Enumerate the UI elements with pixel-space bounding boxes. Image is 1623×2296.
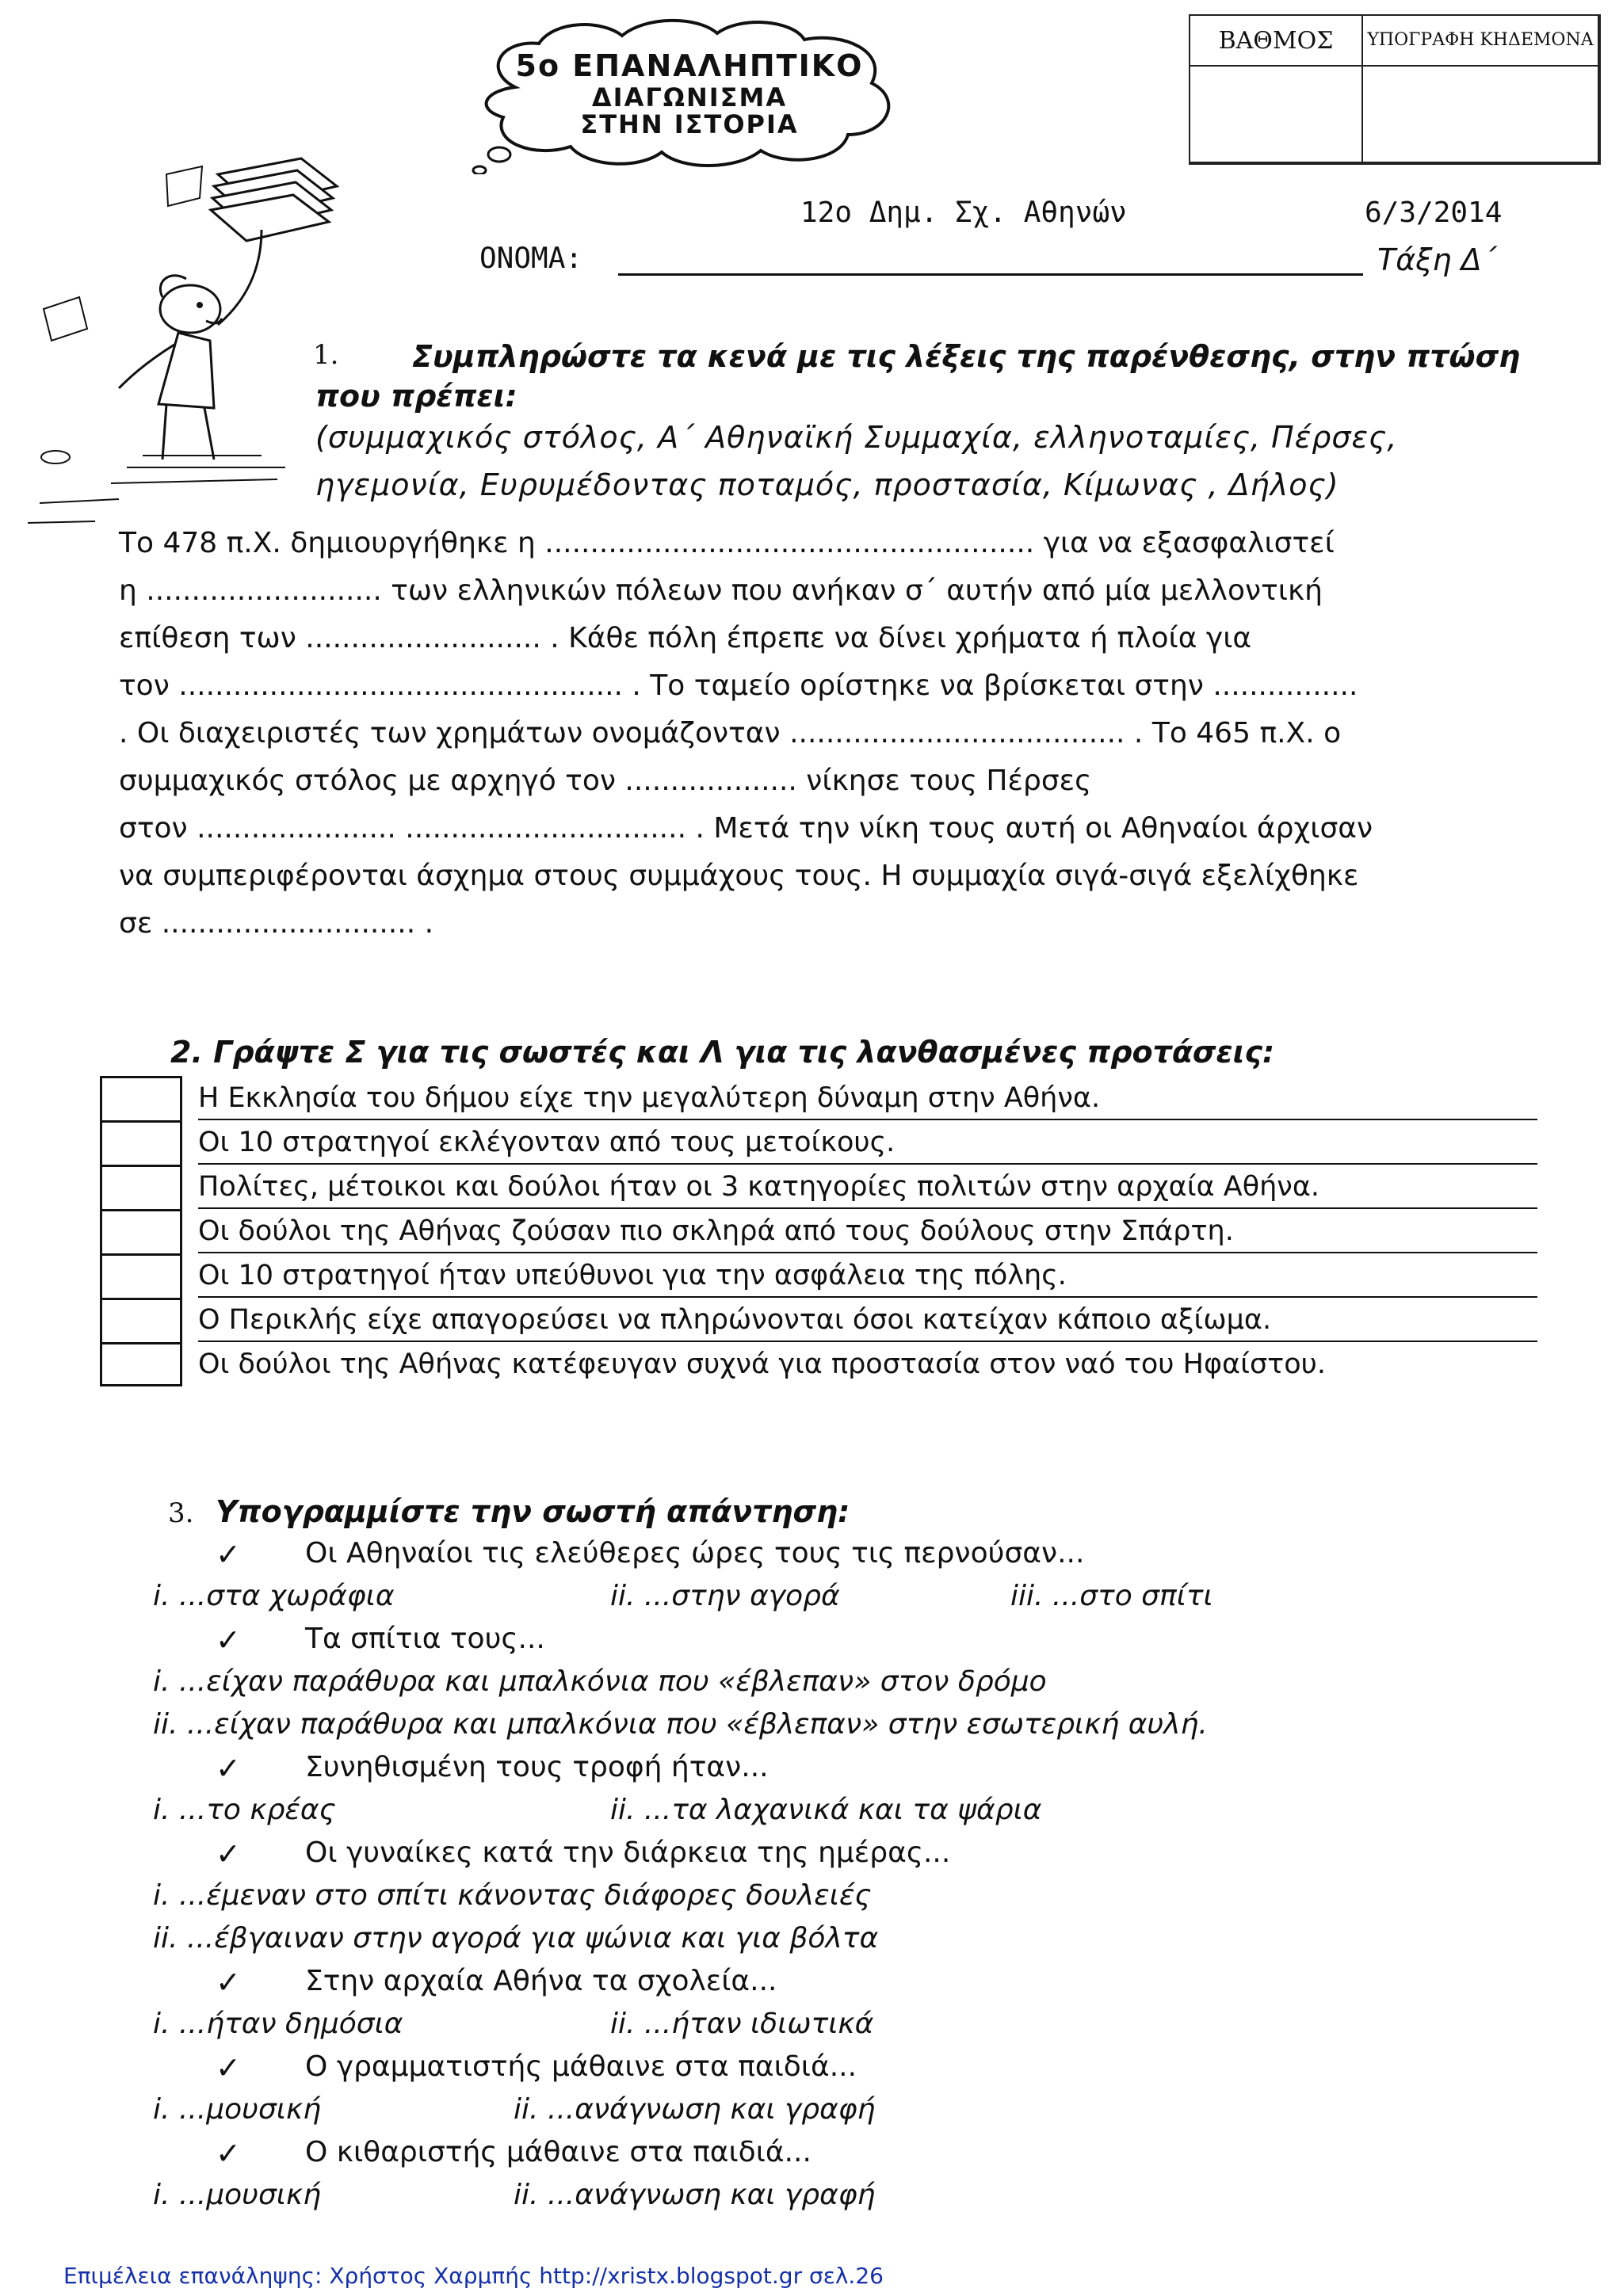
- school-name: 12ο Δημ. Σχ. Αθηνών: [800, 196, 1127, 229]
- option[interactable]: i. ...μουσική: [153, 2179, 322, 2211]
- question-stem: Ο γραμματιστής μάθαινε στα παιδιά...: [305, 2050, 857, 2083]
- option[interactable]: iii. ...στο σπίτι: [1010, 1580, 1213, 1612]
- question-stem: Οι γυναίκες κατά την διάρκεια της ημέρας...: [305, 1836, 951, 1869]
- question-1-number: 1.: [313, 339, 339, 371]
- option[interactable]: ii. ...έβγαιναν στην αγορά για ψώνια και για βόλτα: [153, 1922, 879, 1955]
- tf-row: [100, 1253, 1538, 1298]
- question-3-title: Υπογραμμίστε την σωστή απάντηση:: [216, 1494, 850, 1529]
- question-stem: Οι Αθηναίοι τις ελεύθερες ώρες τους τις περνούσαν...: [305, 1537, 1085, 1569]
- question-stem: Στην αρχαία Αθήνα τα σχολεία...: [305, 1965, 777, 1997]
- answer-box[interactable]: [100, 1342, 182, 1386]
- question-2-title: 2. Γράψτε Σ για τις σωστές και Λ για τις λανθασμένες προτάσεις:: [170, 1035, 1275, 1070]
- option[interactable]: i. ...μουσική: [153, 2093, 322, 2126]
- question-stem: Ο κιθαριστής μάθαινε στα παιδιά...: [305, 2136, 812, 2168]
- option[interactable]: ii. ...ανάγνωση και γραφή: [514, 2093, 876, 2126]
- paragraph-line: σε ............................ .: [119, 907, 434, 940]
- grade-field[interactable]: [1190, 67, 1363, 163]
- question-stem: Τα σπίτια τους...: [305, 1623, 545, 1655]
- question-1-title-cont: που πρέπει:: [315, 379, 517, 414]
- paragraph-line: στον ...................... ............................... . Μετά την νίκη τους αυτή οι Αθηναίοι άρχισαν: [119, 812, 1373, 845]
- check-icon: ✓: [216, 1751, 241, 1786]
- check-icon: ✓: [216, 1836, 241, 1871]
- tf-row: [100, 1120, 1538, 1165]
- word-bank-line-1: (συμμαχικός στόλος, Α΄ Αθηναϊκή Συμμαχία, ελληνοταμίες, Πέρσες,: [315, 420, 1398, 455]
- option[interactable]: ii. ...στην αγορά: [610, 1580, 840, 1612]
- true-false-table: [100, 1076, 1538, 1386]
- option[interactable]: i. ...στα χωράφια: [153, 1580, 395, 1612]
- tf-row: [100, 1342, 1538, 1386]
- paragraph-line: Το 478 π.Χ. δημιουργήθηκε η ...................................................... για να εξασφαλιστεί: [119, 527, 1335, 559]
- name-label: ΟΝΟΜΑ:: [479, 242, 583, 275]
- signature-field[interactable]: [1363, 67, 1599, 163]
- option[interactable]: i. ...έμεναν στο σπίτι κάνοντας διάφορες δουλειές: [153, 1879, 872, 1912]
- tf-row: [100, 1209, 1538, 1253]
- fill-in-paragraph[interactable]: [119, 520, 1537, 948]
- title-line-1: 5ο ΕΠΑΝΑΛΗΠΤΙΚΟ: [515, 48, 864, 83]
- tf-row: [100, 1076, 1538, 1120]
- signature-label: ΥΠΟΓΡΑΦΗ ΚΗΔΕΜΟΝΑ: [1363, 16, 1599, 67]
- statement: Η Εκκλησία του δήμου είχε την μεγαλύτερη δύναμη στην Αθήνα.: [198, 1076, 1537, 1120]
- paragraph-line: τον ................................................. . Το ταμείο ορίστηκε να βρίσκεται στην ................: [119, 669, 1358, 702]
- paragraph-line: επίθεση των .......................... . Κάθε πόλη έπρεπε να δίνει χρήματα ή πλοία για: [119, 622, 1252, 654]
- title-line-3: ΣΤΗΝ ΙΣΤΟΡΙΑ: [580, 109, 799, 139]
- statement: Πολίτες, μέτοικοι και δούλοι ήταν οι 3 κατηγορίες πολιτών στην αρχαία Αθήνα.: [198, 1165, 1537, 1209]
- exam-title: [483, 48, 896, 138]
- option[interactable]: ii. ...τα λαχανικά και τα ψάρια: [610, 1794, 1042, 1826]
- paragraph-line: συμμαχικός στόλος με αρχηγό τον ................... νίκησε τους Πέρσες: [119, 765, 1092, 797]
- word-bank-line-2: ηγεμονία, Ευρυμέδοντας ποταμός, προστασία, Κίμωνας , Δήλος): [315, 467, 1339, 502]
- statement: Οι 10 στρατηγοί ήταν υπεύθυνοι για την ασφάλεια της πόλης.: [198, 1253, 1537, 1298]
- page-footer: Επιμέλεια επανάληψης: Χρήστος Χαρμπής http://xristx.blogspot.gr σελ.26: [63, 2263, 884, 2289]
- option[interactable]: i. ...ήταν δημόσια: [153, 2008, 403, 2040]
- grade-box: [1189, 14, 1601, 165]
- question-stem: Συνηθισμένη τους τροφή ήταν...: [305, 1751, 769, 1783]
- statement: Ο Περικλής είχε απαγορεύσει να πληρώνονται όσοι κατείχαν κάποιο αξίωμα.: [198, 1298, 1537, 1342]
- answer-box[interactable]: [100, 1076, 182, 1120]
- tf-row: [100, 1298, 1538, 1342]
- exam-date: 6/3/2014: [1365, 196, 1503, 229]
- statement: Οι δούλοι της Αθήνας ζούσαν πιο σκληρά από τους δούλους στην Σπάρτη.: [198, 1209, 1537, 1253]
- answer-box[interactable]: [100, 1298, 182, 1342]
- check-icon: ✓: [216, 1965, 241, 2000]
- answer-box[interactable]: [100, 1165, 182, 1209]
- paragraph-line: . Οι διαχειριστές των χρημάτων ονομάζονταν ..................................... . Το 465 π.Χ. ο: [119, 717, 1342, 749]
- check-icon: ✓: [216, 2136, 241, 2171]
- check-icon: ✓: [216, 1623, 241, 1657]
- tf-row: [100, 1165, 1538, 1209]
- name-field[interactable]: [618, 273, 1363, 276]
- question-1-title: Συμπληρώστε τα κενά με τις λέξεις της παρένθεσης, στην πτώση: [412, 339, 1521, 374]
- paragraph-line: να συμπεριφέρονται άσχημα στους συμμάχους τους. Η συμμαχία σιγά-σιγά εξελίχθηκε: [119, 860, 1359, 892]
- grade-label: ΒΑΘΜΟΣ: [1190, 16, 1363, 67]
- statement: Οι δούλοι της Αθήνας κατέφευγαν συχνά για προστασία στον ναό του Ηφαίστου.: [198, 1348, 1326, 1380]
- option[interactable]: ii. ...είχαν παράθυρα και μπαλκόνια που «έβλεπαν» στην εσωτερική αυλή.: [153, 1708, 1208, 1741]
- class-label: Τάξη Δ΄: [1377, 242, 1497, 277]
- paragraph-line: η .......................... των ελληνικών πόλεων που ανήκαν σ΄ αυτήν από μία μελλοντική: [119, 574, 1323, 607]
- option[interactable]: ii. ...ανάγνωση και γραφή: [514, 2179, 876, 2211]
- question-3-number: 3.: [168, 1497, 194, 1529]
- answer-box[interactable]: [100, 1253, 182, 1298]
- statement: Οι 10 στρατηγοί εκλέγονταν από τους μετοίκους.: [198, 1120, 1537, 1165]
- answer-box[interactable]: [100, 1120, 182, 1165]
- option[interactable]: i. ...το κρέας: [153, 1794, 336, 1826]
- answer-box[interactable]: [100, 1209, 182, 1253]
- option[interactable]: ii. ...ήταν ιδιωτικά: [610, 2008, 874, 2040]
- check-icon: ✓: [216, 1537, 241, 1572]
- check-icon: ✓: [216, 2050, 241, 2085]
- title-line-2: ΔΙΑΓΩΝΙΣΜΑ: [591, 82, 788, 113]
- option[interactable]: i. ...είχαν παράθυρα και μπαλκόνια που «έβλεπαν» στον δρόμο: [153, 1665, 1047, 1698]
